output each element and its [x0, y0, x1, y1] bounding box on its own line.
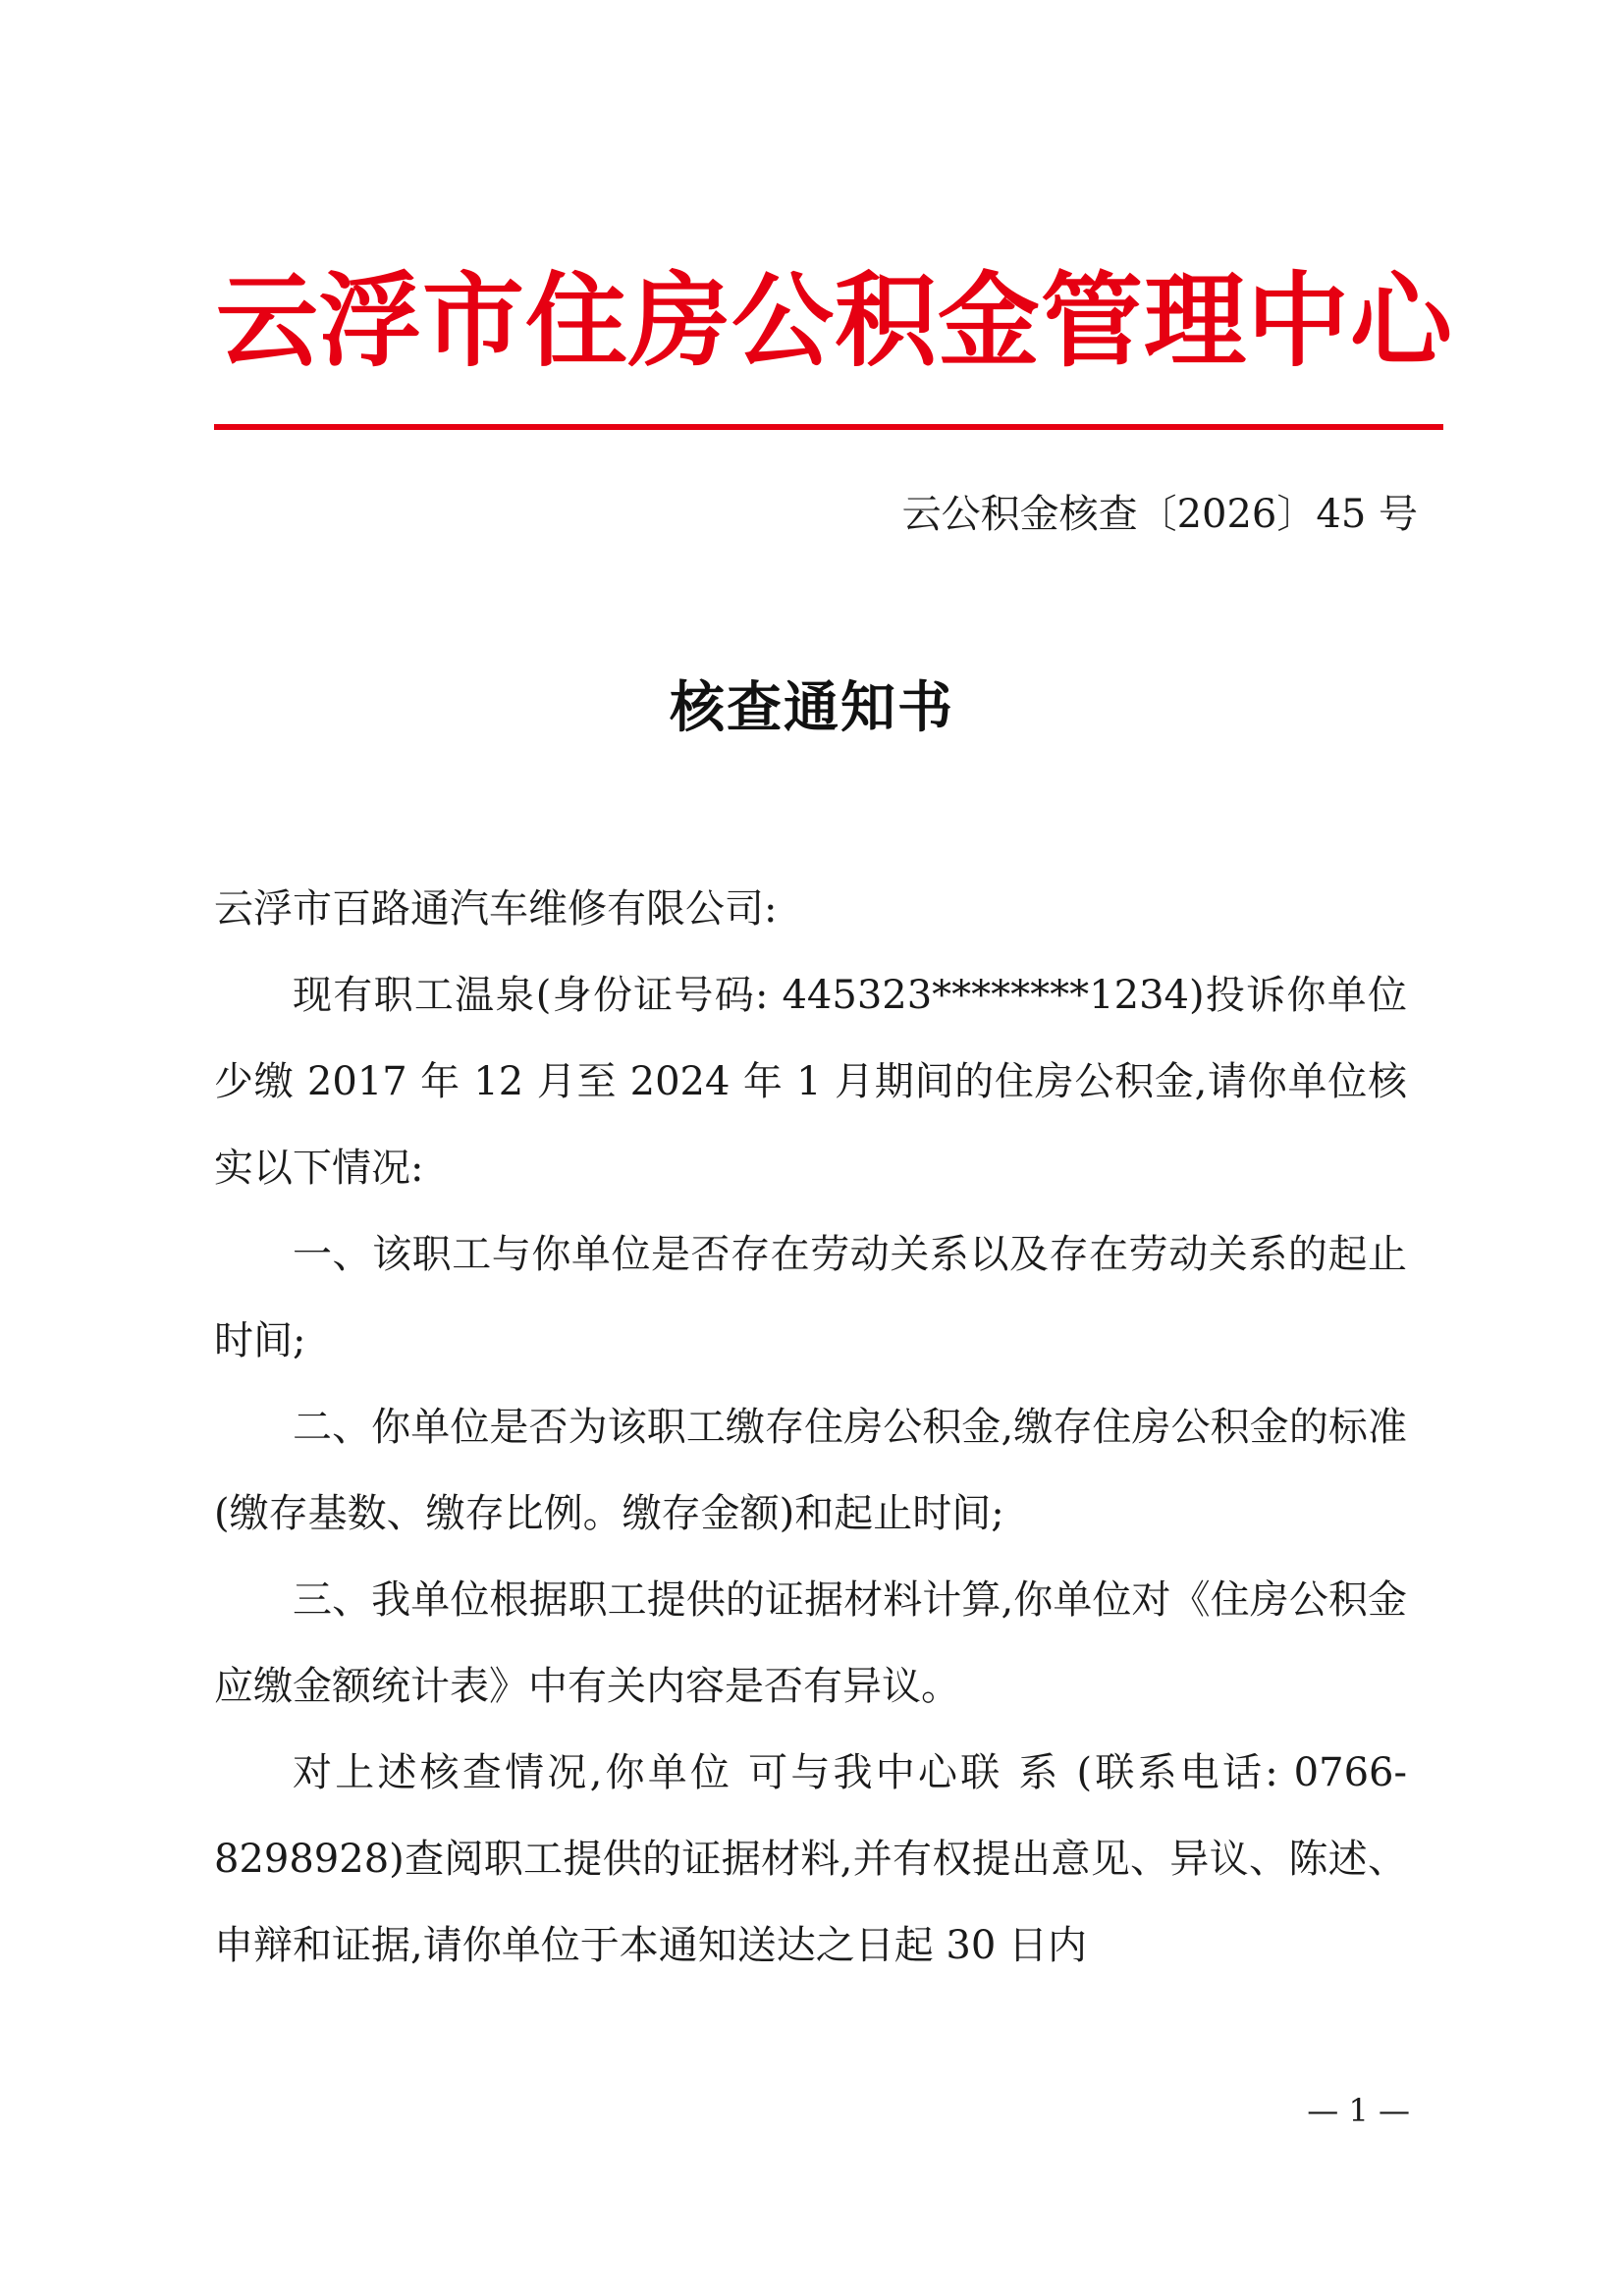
organization-header-title: 云浮市住房公积金管理中心	[216, 260, 1454, 381]
notice-title: 核查通知书	[670, 675, 954, 740]
page-number: — 1 —	[1307, 2092, 1410, 2129]
body-paragraph-complaint: 现有职工温泉(身份证号码: 445323********1234)投诉你单位少缴 2017 年 12 月至 2024 年 1 月期间的住房公积金,请你单位核实以下情况:	[214, 973, 1407, 1191]
body-paragraph-item-3: 三、我单位根据职工提供的证据材料计算,你单位对《住房公积金应缴金额统计表》中有关内容是否有异议。	[214, 1577, 1407, 1709]
notice-body	[214, 866, 1407, 1989]
body-paragraph-item-2: 二、你单位是否为该职工缴存住房公积金,缴存住房公积金的标准(缴存基数、缴存比例。缴存金额)和起止时间;	[214, 1405, 1407, 1536]
body-paragraph-contact: 对上述核查情况,你单位 可与我中心联 系 (联系电话: 0766-8298928)查阅职工提供的证据材料,并有权提出意见、异议、陈述、申辩和证据,请你单位于本通知送达之日起 30 日内	[214, 1750, 1407, 1968]
red-header-rule	[214, 424, 1443, 430]
body-paragraph-item-1: 一、该职工与你单位是否存在劳动关系以及存在劳动关系的起止时间;	[214, 1232, 1407, 1363]
addressee-line: 云浮市百路通汽车维修有限公司:	[214, 886, 778, 932]
document-number: 云公积金核查〔2026〕45 号	[901, 492, 1418, 537]
